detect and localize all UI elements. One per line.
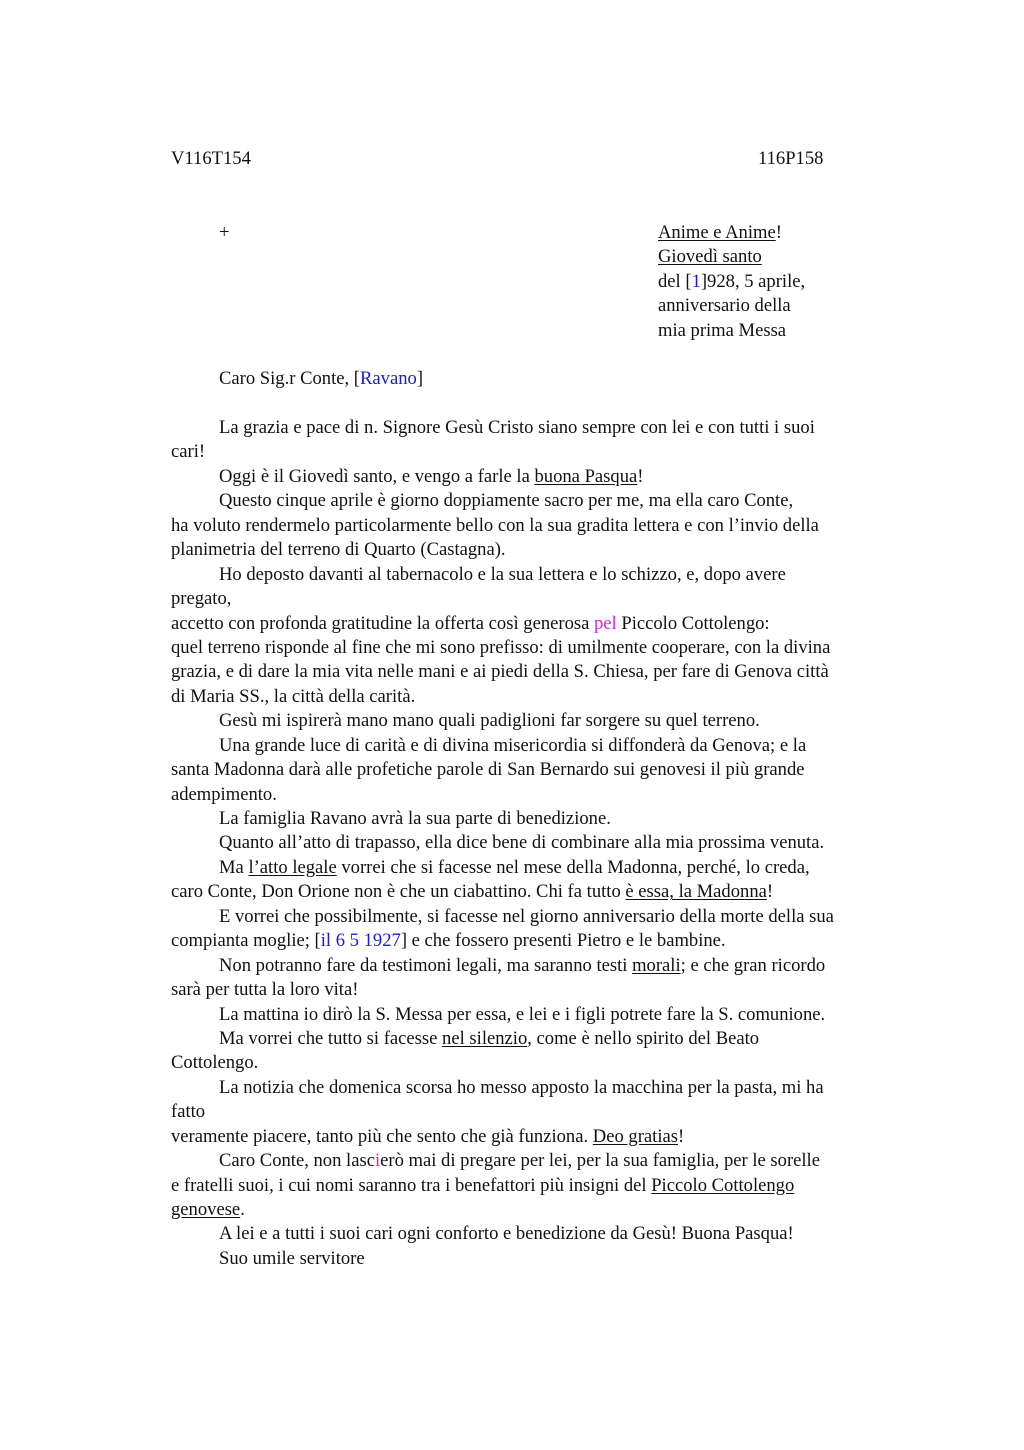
highlighted-word: pel [594, 612, 617, 634]
cross-symbol: + [219, 222, 230, 243]
body-line: ha voluto rendermelo particolarmente bello con la sua gradita lettera e con l’invio della [171, 514, 819, 536]
editorial-insert: 1 [691, 270, 701, 292]
body-line: Cottolengo. [171, 1052, 259, 1074]
body-line: A lei e a tutti i suoi cari ogni conforto e benedizione da Gesù! Buona Pasqua! [219, 1223, 794, 1245]
body-line: genovese. [171, 1199, 245, 1220]
heading-line-3: del [1]928, 5 aprile, [658, 270, 806, 292]
body-line: fatto [171, 1101, 206, 1123]
heading-line-4: anniversario della [658, 295, 791, 317]
body-line: Ho deposto davanti al tabernacolo e la sua lettera e lo schizzo, e, dopo avere [219, 563, 786, 585]
body-line: La famiglia Ravano avrà la sua parte di benedizione. [219, 808, 611, 829]
body-line: E vorrei che possibilmente, si facesse nel giorno anniversario della morte della sua [219, 905, 834, 927]
body-line: La grazia e pace di n. Signore Gesù Cristo siano sempre con lei e con tutti i suoi [219, 417, 815, 438]
body-line: Ma l’atto legale vorrei che si facesse nel mese della Madonna, perché, lo creda, [219, 856, 810, 878]
body-line: grazia, e di dare la mia vita nelle mani e ai piedi della S. Chiesa, per fare di Genova città [171, 661, 829, 683]
body-line: Una grande luce di carità e di divina misericordia si diffonderà da Genova; e la [219, 734, 807, 756]
body-line: Quanto all’atto di trapasso, ella dice bene di combinare alla mia prossima venuta. [219, 832, 825, 854]
heading-line-2 [658, 245, 805, 269]
body-line: santa Madonna darà alle profetiche parole di San Bernardo sui genovesi il più grande [171, 759, 805, 781]
body-line: La notizia che domenica scorsa ho messo apposto la macchina per la pasta, mi ha [219, 1076, 824, 1098]
letter-body [171, 416, 891, 1271]
body-line: Oggi è il Giovedì santo, e vengo a farle la buona Pasqua! [219, 465, 644, 487]
highlighted-letter: i [374, 1150, 381, 1172]
body-line: Non potranno fare da testimoni legali, ma saranno testi morali; e che gran ricordo [219, 954, 826, 976]
body-line: quel terreno risponde al fine che mi sono prefisso: di umilmente cooperare, con la divina [171, 636, 831, 658]
body-line: caro Conte, Don Orione non è che un ciabattino. Chi fa tutto è essa, la Madonna! [171, 881, 774, 903]
document-code-left: V116T154 [171, 148, 251, 169]
letter-heading [658, 221, 805, 343]
salutation: Caro Sig.r Conte, [Ravano] [219, 368, 424, 389]
editorial-insert: Ravano [360, 368, 417, 389]
body-line: accetto con profonda gratitudine la offerta così generosa pel Piccolo Cottolengo: [171, 612, 770, 634]
body-line: La mattina io dirò la S. Messa per essa, e lei e i figli potrete fare la S. comunione. [219, 1003, 826, 1025]
body-line: e fratelli suoi, i cui nomi saranno tra i benefattori più insigni del Piccolo Cottolengo [171, 1174, 795, 1196]
body-line: Gesù mi ispirerà mano mano quali padiglioni far sorgere su quel terreno. [219, 710, 760, 732]
body-line: Questo cinque aprile è giorno doppiamente sacro per me, ma ella caro Conte, [219, 490, 794, 512]
body-line: Ma vorrei che tutto si facesse nel silenzio, come è nello spirito del Beato [219, 1027, 760, 1049]
body-line: adempimento. [171, 783, 277, 805]
signature-line: Suo umile servitore [219, 1247, 365, 1269]
body-line: sarà per tutta la loro vita! [171, 979, 359, 1001]
body-line: Caro Conte, non lascierò mai di pregare per lei, per la sua famiglia, per le sorelle [219, 1150, 820, 1172]
body-line: planimetria del terreno di Quarto (Castagna). [171, 539, 506, 561]
document-code-right: 116P158 [758, 148, 824, 169]
body-line: di Maria SS., la città della carità. [171, 685, 416, 707]
body-line: cari! [171, 441, 206, 463]
editorial-insert: il 6 5 1927 [320, 930, 401, 952]
body-line: compianta moglie; [il 6 5 1927] e che fossero presenti Pietro e le bambine. [171, 930, 726, 952]
body-line: veramente piacere, tanto più che sento che già funziona. Deo gratias! [171, 1125, 685, 1147]
heading-title: Anime e Anime [658, 222, 776, 243]
heading-line-5: mia prima Messa [658, 319, 787, 341]
heading-line-1: Anime e Anime! [658, 222, 782, 243]
body-line: pregato, [171, 588, 232, 610]
heading-day: Giovedì santo [658, 246, 762, 268]
